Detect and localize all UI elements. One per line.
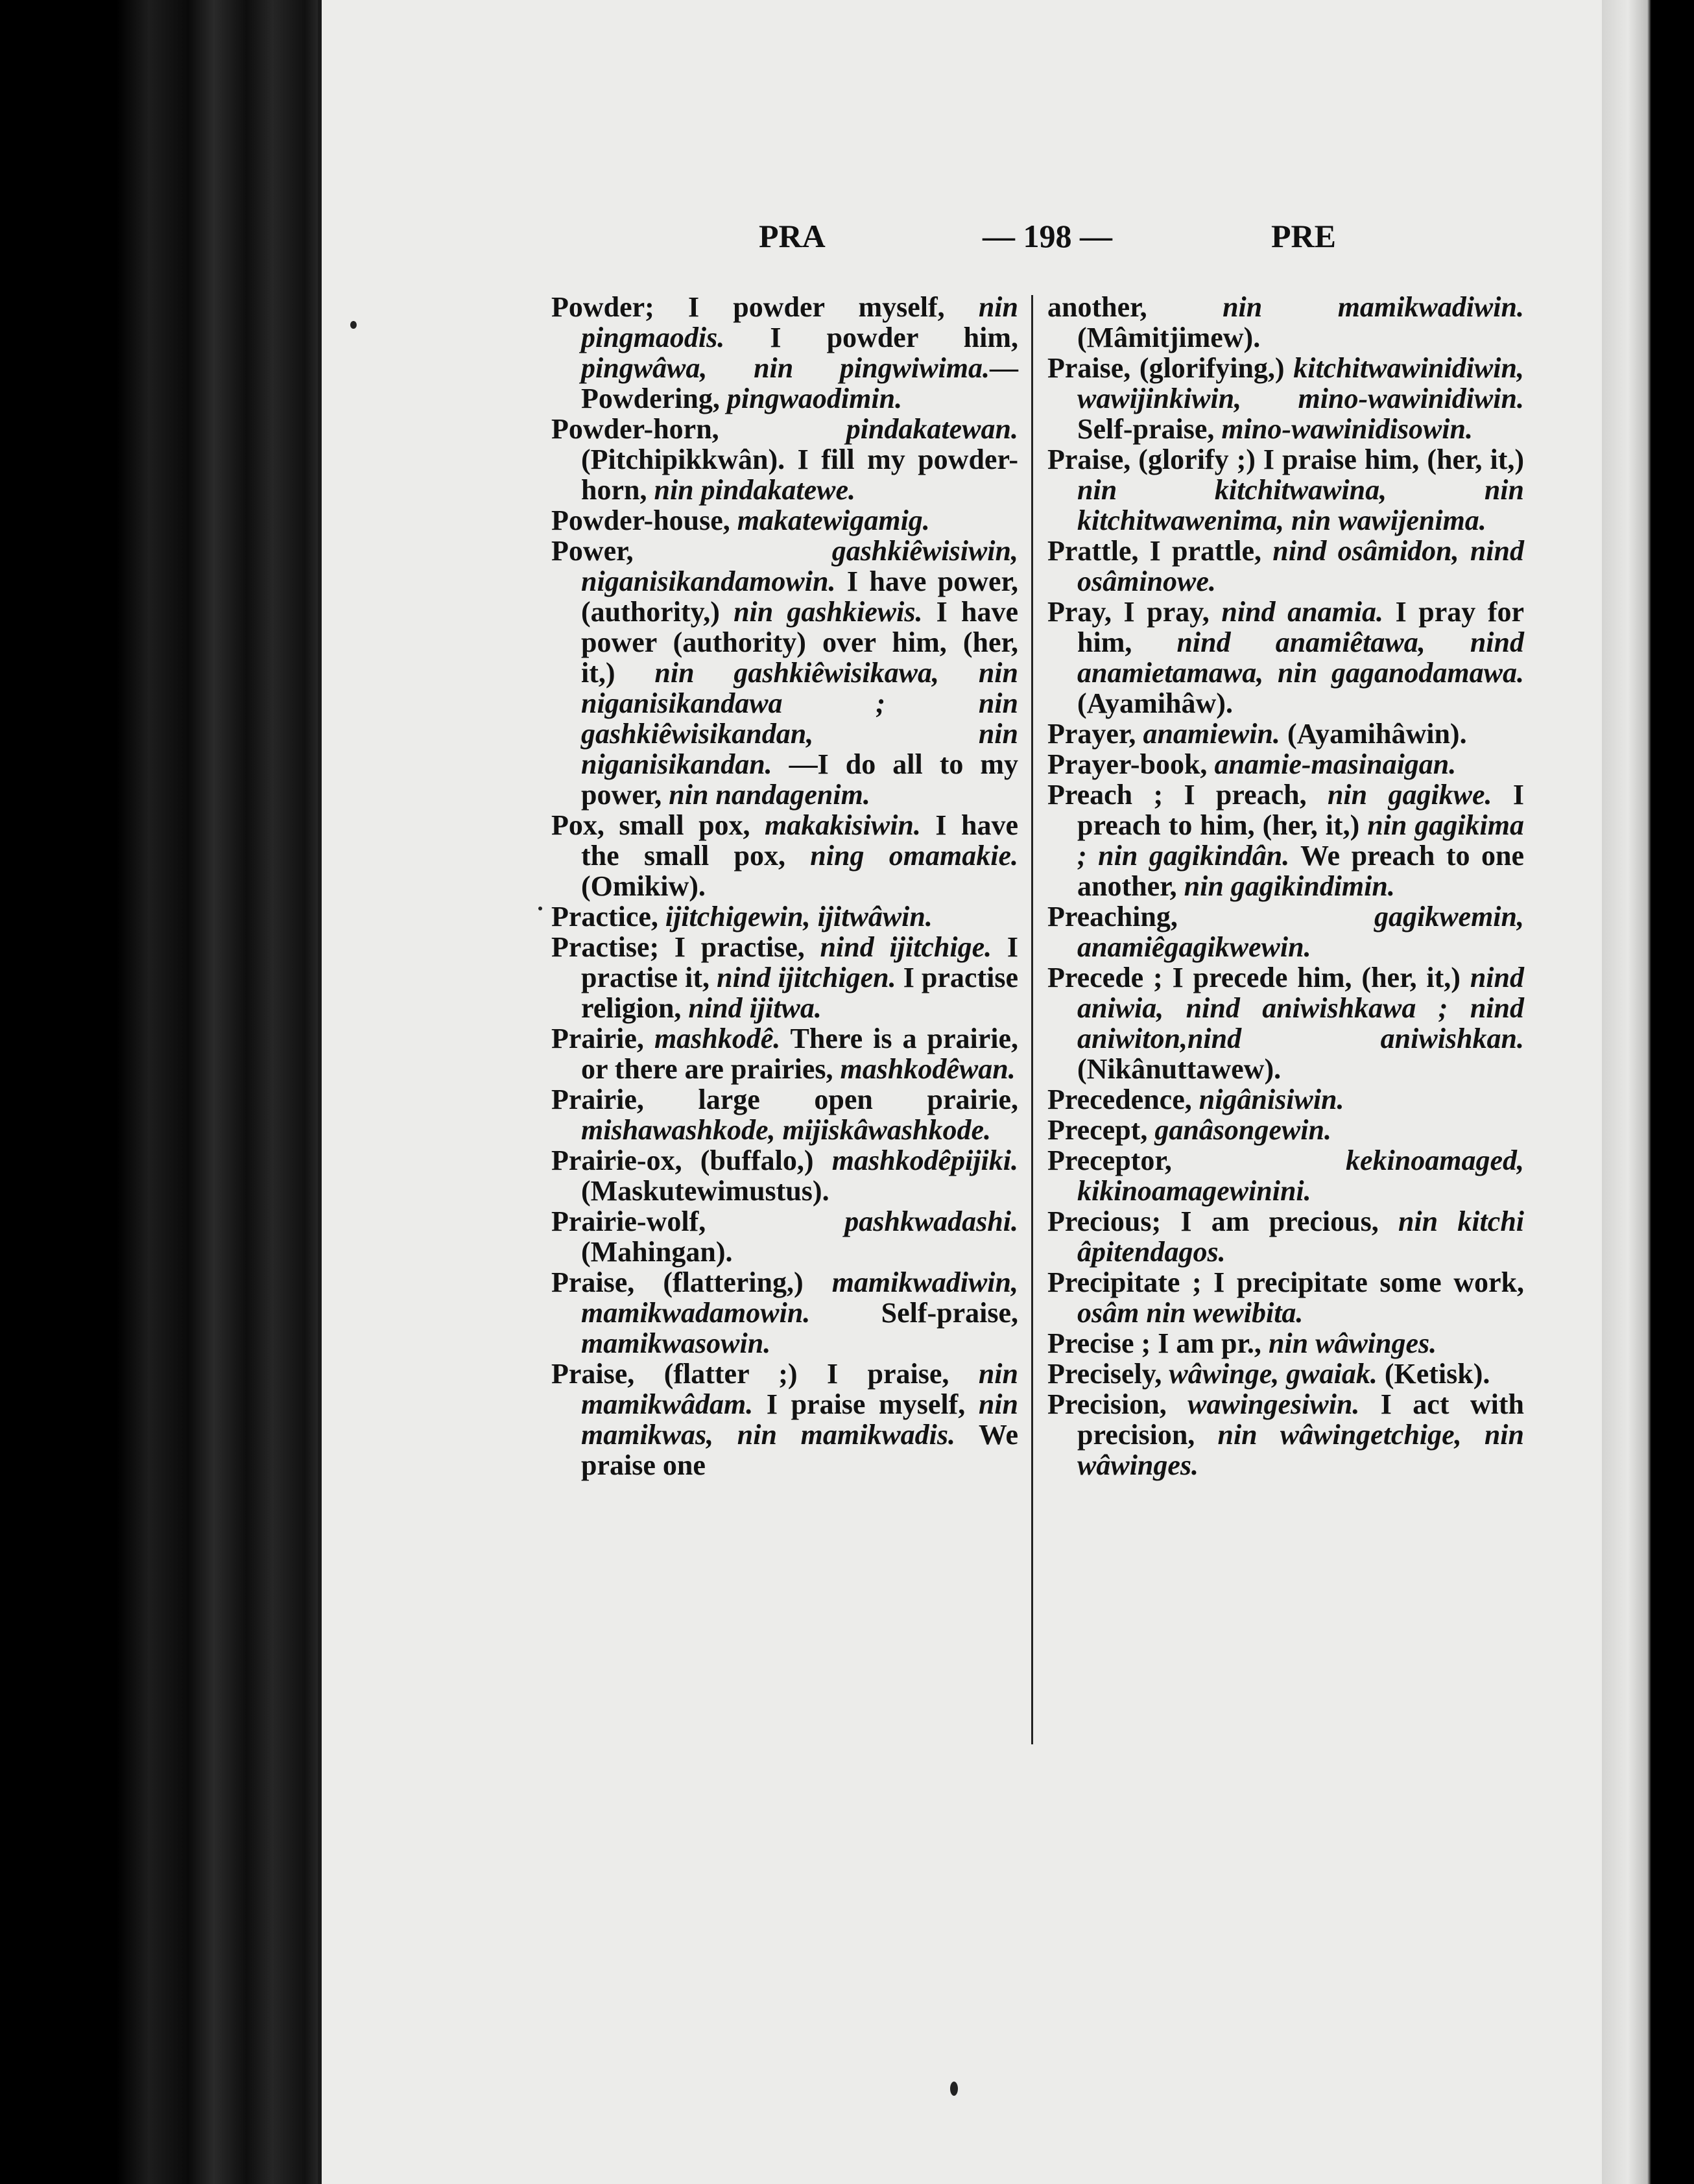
ojibwe-term: nin gagikima ; nin gagikindân.	[1077, 809, 1525, 872]
running-header	[0, 217, 1694, 269]
english-text: Precedence,	[1047, 1084, 1199, 1115]
english-text: We preach to one another,	[1077, 840, 1524, 902]
english-text: (Mâmitjimew).	[1077, 322, 1261, 353]
english-text: (Omikiw).	[581, 870, 706, 902]
english-text: Self-praise,	[810, 1297, 1018, 1329]
english-text: Precious; I am precious,	[1047, 1205, 1398, 1237]
dictionary-entry	[551, 901, 1018, 932]
ojibwe-term: osâm nin wewibita.	[1077, 1297, 1304, 1329]
english-text: Prayer,	[1047, 718, 1143, 750]
ojibwe-term: nin mamikwadiwin.	[1223, 291, 1524, 323]
dictionary-entry	[1047, 536, 1524, 597]
ojibwe-term: nind ijitwa.	[688, 992, 822, 1024]
english-text: (Ayamihâw).	[1077, 687, 1233, 719]
dictionary-entry	[1047, 779, 1524, 901]
english-text: Precise ; I am pr.,	[1047, 1327, 1269, 1359]
dictionary-entry	[1047, 1206, 1524, 1267]
english-text: Pox, small pox,	[551, 809, 765, 841]
ojibwe-term: gashkiêwisiwin, niganisikandamowin.	[581, 535, 1018, 597]
english-text: (Nikânuttawew).	[1077, 1053, 1282, 1085]
dictionary-entry	[551, 536, 1018, 810]
dictionary-entry	[1047, 597, 1524, 718]
ojibwe-term: mashkodêpijiki.	[831, 1145, 1018, 1176]
dictionary-entry	[551, 414, 1018, 505]
ojibwe-term: pashkwadashi.	[844, 1205, 1018, 1237]
ojibwe-term: nind ijitchigen.	[717, 962, 896, 993]
left-column	[551, 292, 1018, 1480]
ojibwe-term: nin mamikwâdam.	[581, 1358, 1018, 1420]
ojibwe-term: mamikwasowin.	[581, 1327, 771, 1359]
right-column	[1047, 292, 1524, 1480]
english-text: —I do all to my power,	[581, 748, 1018, 811]
english-text: I have power (authority) over him, (her, it,)	[581, 596, 1018, 689]
ojibwe-term: mamikwadiwin, mamikwadamowin.	[581, 1266, 1018, 1329]
dictionary-entry	[551, 1084, 1018, 1145]
english-text: (Ayamihâwin).	[1280, 718, 1467, 750]
book-binding	[0, 0, 350, 2184]
ojibwe-term: pindakatewan.	[846, 413, 1018, 445]
ojibwe-term: ning omamakie.	[810, 840, 1018, 872]
ojibwe-term: nigânisiwin.	[1199, 1084, 1344, 1115]
ojibwe-term: nin gagikwe.	[1327, 779, 1492, 811]
ojibwe-term: ganâsongewin.	[1154, 1114, 1331, 1146]
ojibwe-term: wawingesiwin.	[1187, 1388, 1360, 1420]
dictionary-entry	[1047, 1359, 1524, 1389]
page-number: — 198 —	[983, 218, 1112, 254]
dictionary-entry	[1047, 1115, 1524, 1145]
english-text: Preceptor,	[1047, 1145, 1346, 1176]
ojibwe-term: pingwaodimin.	[726, 383, 903, 414]
dictionary-entry	[1047, 353, 1524, 444]
ojibwe-term: nin kitchi âpitendagos.	[1077, 1205, 1525, 1268]
ojibwe-term: makakisiwin.	[765, 809, 921, 841]
dictionary-entry	[551, 1267, 1018, 1359]
ojibwe-term: nind osâmidon, nind osâminowe.	[1077, 535, 1524, 597]
ojibwe-term: anamie-masinaigan.	[1214, 748, 1457, 780]
english-text: another,	[1047, 291, 1223, 323]
ojibwe-term: nin pindakatewe.	[654, 474, 855, 506]
dictionary-entry	[551, 505, 1018, 536]
margin-speck	[950, 2082, 958, 2096]
english-text: Prairie-ox, (buffalo,)	[551, 1145, 832, 1176]
dictionary-entry	[1047, 1328, 1524, 1359]
dictionary-entry	[1047, 962, 1524, 1084]
dictionary-entry	[551, 292, 1018, 414]
dictionary-entry	[551, 810, 1018, 901]
ojibwe-term: nin gashkiewis.	[734, 596, 923, 628]
english-text: There is a prairie, or there are prairies,	[581, 1023, 1019, 1085]
margin-speck	[350, 321, 357, 329]
english-text: I have power, (authority,)	[581, 565, 1018, 628]
ojibwe-term: makatewigamig.	[737, 504, 930, 536]
dictionary-entry	[551, 1145, 1018, 1206]
english-text: I practise it,	[581, 931, 1018, 993]
dictionary-entry	[1047, 718, 1524, 749]
dictionary-entry	[1047, 1267, 1524, 1328]
english-text: Precept,	[1047, 1114, 1155, 1146]
english-text: Self-praise,	[1077, 413, 1222, 445]
ojibwe-term: nin pingmaodis.	[581, 291, 1018, 353]
margin-speck	[538, 907, 542, 910]
english-text: Prairie-wolf,	[551, 1205, 845, 1237]
ojibwe-term: kekinoamaged, kikinoamagewinini.	[1077, 1145, 1524, 1207]
english-text: (Pitchipikkwân). I fill my powder-horn,	[581, 444, 1018, 506]
ojibwe-term: gagikwemin, anamiêgagikwewin.	[1077, 901, 1524, 963]
ojibwe-term: nin wâwinges.	[1268, 1327, 1437, 1359]
english-text: (Mahingan).	[581, 1236, 733, 1268]
english-text: (Maskutewimustus).	[581, 1175, 829, 1207]
english-text: (Ketisk).	[1377, 1358, 1490, 1390]
ojibwe-term: anamiewin.	[1143, 718, 1280, 750]
english-text: Praise, (flattering,)	[551, 1266, 832, 1298]
english-text: I practise religion,	[581, 962, 1018, 1024]
english-text: — Powdering,	[581, 352, 1018, 414]
guide-word-left: PRA	[759, 218, 826, 254]
ojibwe-term: pingwâwa, nin pingwiwima.	[581, 352, 990, 384]
english-text: Precisely,	[1047, 1358, 1169, 1390]
english-text: Preach ; I preach,	[1047, 779, 1328, 811]
dictionary-entry	[1047, 749, 1524, 779]
dictionary-entry	[551, 932, 1018, 1023]
english-text: I preach to him, (her, it,)	[1077, 779, 1524, 841]
dictionary-entry	[1047, 1389, 1524, 1480]
ojibwe-term: nin gagikindimin.	[1184, 870, 1395, 902]
english-text: Prattle, I prattle,	[1047, 535, 1273, 567]
english-text: Powder-house,	[551, 504, 737, 536]
english-text: I praise myself,	[753, 1388, 979, 1420]
english-text: Power,	[551, 535, 832, 567]
ojibwe-term: ijitchigewin, ijitwâwin.	[665, 901, 933, 932]
english-text: Prairie,	[551, 1023, 654, 1054]
english-text: Powder-horn,	[551, 413, 846, 445]
ojibwe-term: mashkodê.	[654, 1023, 781, 1054]
english-text: Precision,	[1047, 1388, 1188, 1420]
ojibwe-term: nin wâwingetchige, nin wâwinges.	[1077, 1419, 1525, 1481]
ojibwe-term: nind anamia.	[1221, 596, 1384, 628]
page-edge-shadow	[1602, 0, 1694, 2184]
ojibwe-term: nind ijitchige.	[820, 931, 992, 963]
column-divider	[1031, 295, 1033, 1744]
ojibwe-term: mashkodêwan.	[840, 1053, 1016, 1085]
english-text: I have the small pox,	[581, 809, 1018, 872]
dictionary-entry	[1047, 292, 1524, 353]
dictionary-entry	[551, 1206, 1018, 1267]
dictionary-entry	[1047, 444, 1524, 536]
english-text: I powder him,	[724, 322, 1018, 353]
english-text: Praise, (glorify ;) I praise him, (her, it,)	[1047, 444, 1524, 475]
dictionary-entry	[551, 1359, 1018, 1480]
ojibwe-term: nind anamiêtawa, nind anamietamawa, nin gaganodamawa.	[1077, 626, 1524, 689]
ojibwe-term: mino-wawinidisowin.	[1221, 413, 1473, 445]
english-text: We praise one	[581, 1419, 1018, 1481]
ojibwe-term: wâwinge, gwaiak.	[1169, 1358, 1378, 1390]
ojibwe-term: mishawashkode, mijiskâwashkode.	[581, 1114, 992, 1146]
ojibwe-term: nind aniwia, nind aniwishkawa ; nind aniwiton,nind aniwishkan.	[1077, 962, 1524, 1054]
english-text: I pray for him,	[1077, 596, 1524, 658]
dictionary-entry	[1047, 1145, 1524, 1206]
english-text: Prairie, large open prairie,	[551, 1084, 1018, 1115]
english-text: Precipitate ; I precipitate some work,	[1047, 1266, 1524, 1298]
ojibwe-term: nin gashkiêwisikawa, nin niganisikandawa ; nin gashkiêwisikandan, nin niganisikandan.	[581, 657, 1018, 780]
english-text: Praise, (glorifying,)	[1047, 352, 1294, 384]
ojibwe-term: nin nandagenim.	[669, 779, 870, 811]
english-text: Pray, I pray,	[1047, 596, 1222, 628]
english-text: Powder; I powder myself,	[551, 291, 979, 323]
english-text: Preaching,	[1047, 901, 1374, 932]
english-text: Prayer-book,	[1047, 748, 1215, 780]
english-text: Praise, (flatter ;) I praise,	[551, 1358, 979, 1390]
ojibwe-term: nin kitchitwawina, nin kitchitwawenima, nin wawijenima.	[1077, 474, 1524, 536]
english-text: Practice,	[551, 901, 665, 932]
english-text: Practise; I practise,	[551, 931, 820, 963]
dictionary-entry	[1047, 1084, 1524, 1115]
dictionary-entry	[1047, 901, 1524, 962]
dictionary-entry	[551, 1023, 1018, 1084]
ojibwe-term: nin mamikwas, nin mamikwadis.	[581, 1388, 1018, 1451]
guide-word-right: PRE	[1271, 218, 1336, 254]
ojibwe-term: kitchitwawinidiwin, wawijinkiwin, mino-wawinidiwin.	[1077, 352, 1524, 414]
english-text: Precede ; I precede him, (her, it,)	[1047, 962, 1470, 993]
english-text: I act with precision,	[1077, 1388, 1524, 1451]
